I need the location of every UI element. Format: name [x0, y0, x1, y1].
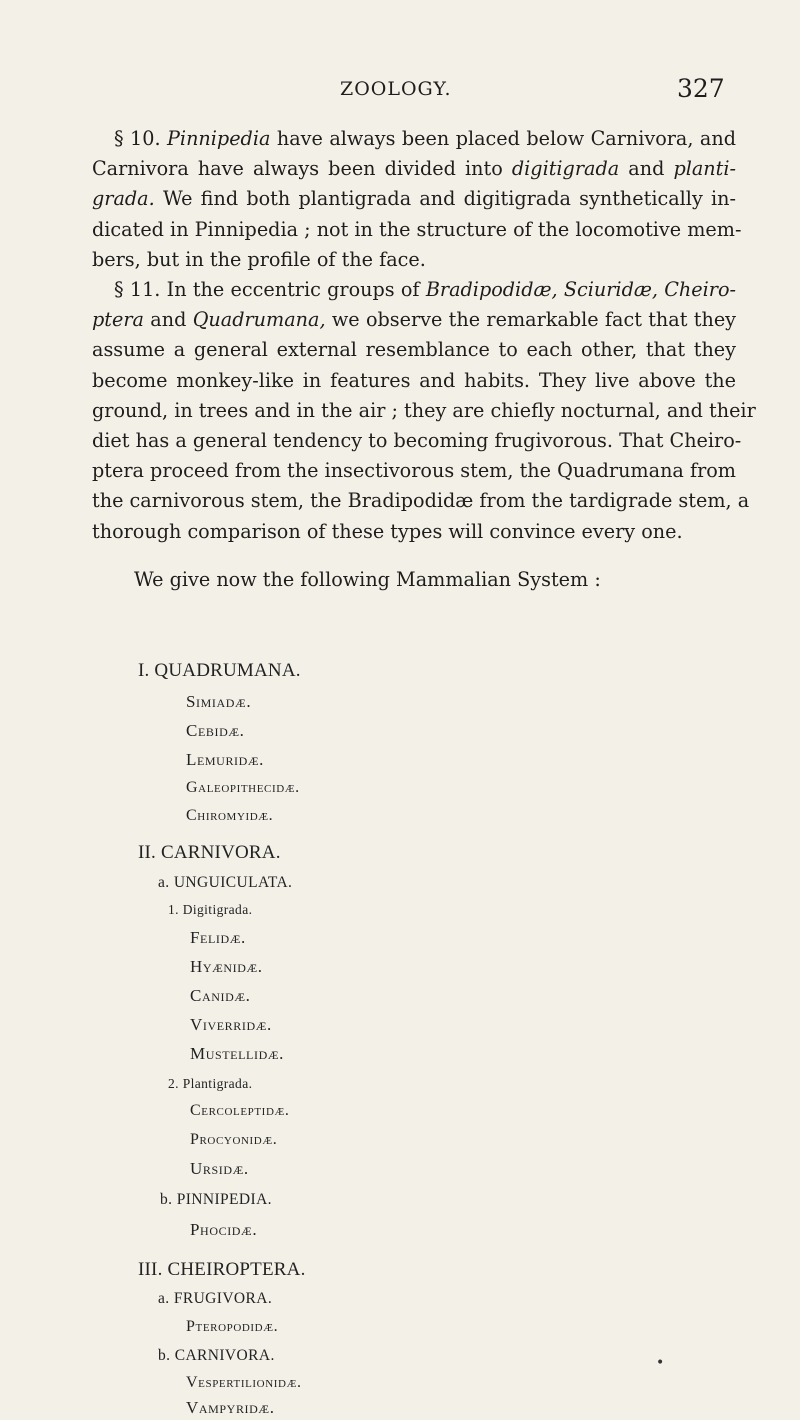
- family-item: Vespertilionidæ.: [186, 1374, 302, 1391]
- text-line: diet has a general tendency to becoming frugivorous. That Cheiro-: [92, 429, 742, 453]
- body-text: [92, 124, 756, 547]
- text-line: thorough comparison of these types will convince every one.: [92, 519, 683, 543]
- group-digitigrada: 1. Digitigrada.: [168, 902, 253, 917]
- printer-mark: •: [656, 1355, 665, 1371]
- family-item: Viverridæ.: [190, 1015, 272, 1034]
- family-item: Ursidæ.: [190, 1159, 249, 1178]
- running-title: ZOOLOGY.: [340, 78, 452, 100]
- suborder-pinnipedia: b. PINNIPEDIA.: [160, 1191, 272, 1208]
- family-item: Procyonidæ.: [190, 1131, 278, 1148]
- text-line: bers, but in the profile of the face.: [92, 247, 426, 271]
- family-item: Hyænidæ.: [190, 957, 263, 976]
- suborder-unguiculata: a. UNGUICULATA.: [158, 874, 293, 891]
- system-intro: We give now the following Mammalian System :: [134, 568, 601, 591]
- family-item: Cercoleptidæ.: [190, 1102, 290, 1119]
- text-line: the carnivorous stem, the Bradipodidæ from the tardigrade stem, a: [92, 489, 750, 513]
- family-item: Galeopithecidæ.: [186, 779, 300, 796]
- family-item: Cebidæ.: [186, 721, 245, 740]
- text-line: dicated in Pinnipedia ; not in the structure of the locomotive mem-: [92, 217, 742, 241]
- text-line: assume a general external resemblance to each other, that they: [92, 338, 736, 362]
- order-quadrumana: I. QUADRUMANA.: [138, 660, 301, 681]
- family-item: Mustellidæ.: [190, 1044, 284, 1063]
- page-header: [0, 74, 800, 108]
- text-line: Carnivora have always been divided into digitigrada and planti-: [92, 157, 736, 181]
- page-number: 327: [677, 74, 725, 103]
- family-item: Phocidæ.: [190, 1220, 258, 1239]
- family-item: Canidæ.: [190, 986, 251, 1005]
- order-carnivora: II. CARNIVORA.: [138, 842, 281, 863]
- paragraph-10: [92, 124, 742, 275]
- text-line: ptera and Quadrumana, we observe the remarkable fact that they: [92, 308, 737, 332]
- family-item: Simiadæ.: [186, 692, 252, 711]
- family-item: Lemuridæ.: [186, 750, 265, 769]
- suborder-carnivora: b. CARNIVORA.: [158, 1347, 275, 1364]
- text-line: § 11. In the eccentric groups of Bradipodidæ, Sciuridæ, Cheiro-: [114, 278, 736, 302]
- text-line: § 10. Pinnipedia have always been placed below Carnivora, and: [114, 127, 737, 150]
- family-item: Vampyridæ.: [186, 1398, 275, 1417]
- family-item: Pteropodidæ.: [186, 1318, 279, 1335]
- suborder-frugivora: a. FRUGIVORA.: [158, 1290, 273, 1307]
- text-line: grada. We find both plantigrada and digitigrada synthetically in-: [92, 187, 736, 211]
- family-item: Felidæ.: [190, 928, 246, 947]
- text-line: ground, in trees and in the air ; they are chiefly nocturnal, and their: [92, 398, 756, 422]
- text-line: ptera proceed from the insectivorous stem, the Quadrumana from: [92, 459, 736, 483]
- family-item: Chiromyidæ.: [186, 807, 274, 824]
- paragraph-11: [92, 275, 756, 547]
- text-line: become monkey-like in features and habits. They live above the: [92, 368, 736, 392]
- group-plantigrada: 2. Plantigrada.: [168, 1076, 253, 1091]
- order-cheiroptera: III. CHEIROPTERA.: [138, 1259, 306, 1280]
